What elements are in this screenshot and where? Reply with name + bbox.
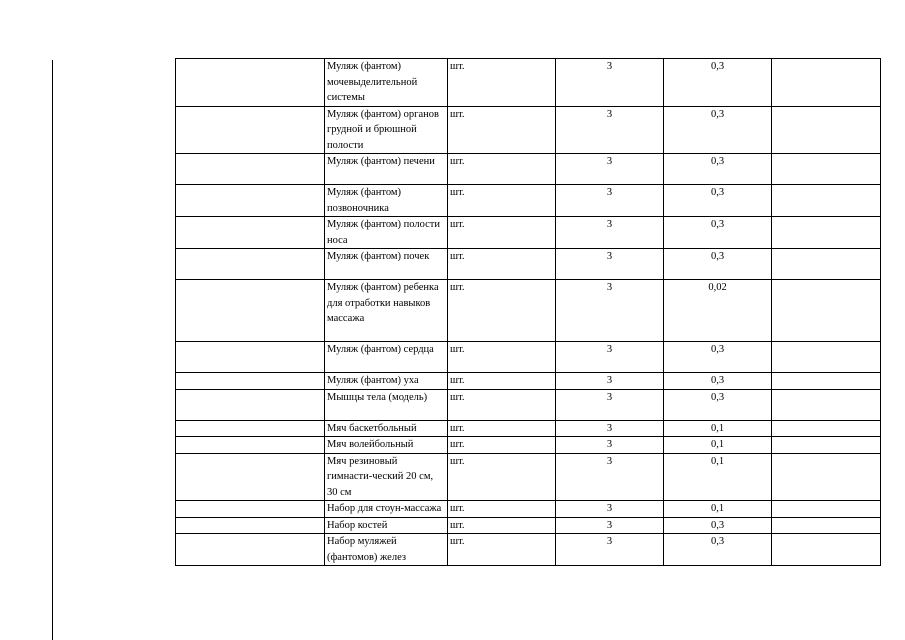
empty-cell: [176, 517, 325, 534]
unit-cell: шт.: [448, 342, 556, 373]
table-row: [176, 249, 881, 280]
coefficient-cell: 0,3: [664, 59, 772, 107]
empty-cell: [176, 501, 325, 518]
coefficient-cell: 0,3: [664, 373, 772, 390]
empty-cell: [772, 342, 881, 373]
item-name-cell: Муляж (фантом) полости носа: [325, 217, 448, 249]
table-row: [176, 154, 881, 185]
unit-cell: шт.: [448, 154, 556, 185]
coefficient-cell: 0,02: [664, 280, 772, 342]
table-row: [176, 280, 881, 342]
empty-cell: [772, 420, 881, 437]
empty-cell: [772, 154, 881, 185]
empty-cell: [772, 437, 881, 454]
coefficient-cell: 0,3: [664, 517, 772, 534]
empty-cell: [772, 501, 881, 518]
item-name-cell: Мяч резиновый гимнасти-ческий 20 см, 30 см: [325, 453, 448, 501]
quantity-cell: 3: [556, 453, 664, 501]
item-name-cell: Муляж (фантом) позвоночника: [325, 185, 448, 217]
empty-cell: [772, 389, 881, 420]
page-margin-line: [52, 60, 53, 640]
quantity-cell: 3: [556, 59, 664, 107]
empty-cell: [176, 59, 325, 107]
item-name-cell: Муляж (фантом) органов грудной и брюшной полости: [325, 106, 448, 154]
coefficient-cell: 0,1: [664, 501, 772, 518]
quantity-cell: 3: [556, 389, 664, 420]
empty-cell: [772, 453, 881, 501]
empty-cell: [772, 373, 881, 390]
empty-cell: [772, 280, 881, 342]
coefficient-cell: 0,3: [664, 389, 772, 420]
equipment-table: [175, 58, 881, 566]
table-row: [176, 517, 881, 534]
quantity-cell: 3: [556, 106, 664, 154]
empty-cell: [772, 517, 881, 534]
quantity-cell: 3: [556, 437, 664, 454]
unit-cell: шт.: [448, 453, 556, 501]
item-name-cell: Мышцы тела (модель): [325, 389, 448, 420]
empty-cell: [176, 420, 325, 437]
table-row: [176, 185, 881, 217]
coefficient-cell: 0,3: [664, 106, 772, 154]
empty-cell: [772, 217, 881, 249]
item-name-cell: Набор муляжей (фантомов) желез: [325, 534, 448, 566]
empty-cell: [772, 249, 881, 280]
table-row: [176, 342, 881, 373]
item-name-cell: Муляж (фантом) печени: [325, 154, 448, 185]
quantity-cell: 3: [556, 185, 664, 217]
unit-cell: шт.: [448, 185, 556, 217]
unit-cell: шт.: [448, 517, 556, 534]
table-row: [176, 501, 881, 518]
empty-cell: [176, 437, 325, 454]
empty-cell: [176, 389, 325, 420]
quantity-cell: 3: [556, 280, 664, 342]
coefficient-cell: 0,1: [664, 420, 772, 437]
table-row: [176, 437, 881, 454]
empty-cell: [772, 185, 881, 217]
empty-cell: [772, 59, 881, 107]
quantity-cell: 3: [556, 420, 664, 437]
coefficient-cell: 0,1: [664, 437, 772, 454]
unit-cell: шт.: [448, 373, 556, 390]
table-row: [176, 373, 881, 390]
table-row: [176, 534, 881, 566]
table-row: [176, 389, 881, 420]
empty-cell: [176, 373, 325, 390]
unit-cell: шт.: [448, 389, 556, 420]
item-name-cell: Набор костей: [325, 517, 448, 534]
coefficient-cell: 0,3: [664, 185, 772, 217]
table-row: [176, 217, 881, 249]
empty-cell: [176, 154, 325, 185]
unit-cell: шт.: [448, 437, 556, 454]
unit-cell: шт.: [448, 534, 556, 566]
empty-cell: [176, 185, 325, 217]
item-name-cell: Муляж (фантом) ребенка для отработки навыков массажа: [325, 280, 448, 342]
empty-cell: [176, 106, 325, 154]
coefficient-cell: 0,3: [664, 534, 772, 566]
item-name-cell: Мяч баскетбольный: [325, 420, 448, 437]
item-name-cell: Муляж (фантом) уха: [325, 373, 448, 390]
table-row: [176, 420, 881, 437]
coefficient-cell: 0,3: [664, 342, 772, 373]
quantity-cell: 3: [556, 501, 664, 518]
unit-cell: шт.: [448, 217, 556, 249]
item-name-cell: Мяч волейбольный: [325, 437, 448, 454]
item-name-cell: Муляж (фантом) почек: [325, 249, 448, 280]
empty-cell: [176, 280, 325, 342]
quantity-cell: 3: [556, 249, 664, 280]
empty-cell: [176, 217, 325, 249]
coefficient-cell: 0,3: [664, 249, 772, 280]
item-name-cell: Набор для стоун-массажа: [325, 501, 448, 518]
unit-cell: шт.: [448, 59, 556, 107]
unit-cell: шт.: [448, 501, 556, 518]
quantity-cell: 3: [556, 154, 664, 185]
quantity-cell: 3: [556, 517, 664, 534]
unit-cell: шт.: [448, 106, 556, 154]
coefficient-cell: 0,3: [664, 154, 772, 185]
quantity-cell: 3: [556, 373, 664, 390]
empty-cell: [176, 534, 325, 566]
empty-cell: [772, 534, 881, 566]
table-row: [176, 59, 881, 107]
quantity-cell: 3: [556, 217, 664, 249]
empty-cell: [176, 453, 325, 501]
coefficient-cell: 0,1: [664, 453, 772, 501]
table-row: [176, 453, 881, 501]
item-name-cell: Муляж (фантом) сердца: [325, 342, 448, 373]
unit-cell: шт.: [448, 420, 556, 437]
quantity-cell: 3: [556, 342, 664, 373]
unit-cell: шт.: [448, 280, 556, 342]
unit-cell: шт.: [448, 249, 556, 280]
coefficient-cell: 0,3: [664, 217, 772, 249]
empty-cell: [176, 342, 325, 373]
empty-cell: [772, 106, 881, 154]
empty-cell: [176, 249, 325, 280]
table-row: [176, 106, 881, 154]
item-name-cell: Муляж (фантом) мочевыделительной системы: [325, 59, 448, 107]
quantity-cell: 3: [556, 534, 664, 566]
